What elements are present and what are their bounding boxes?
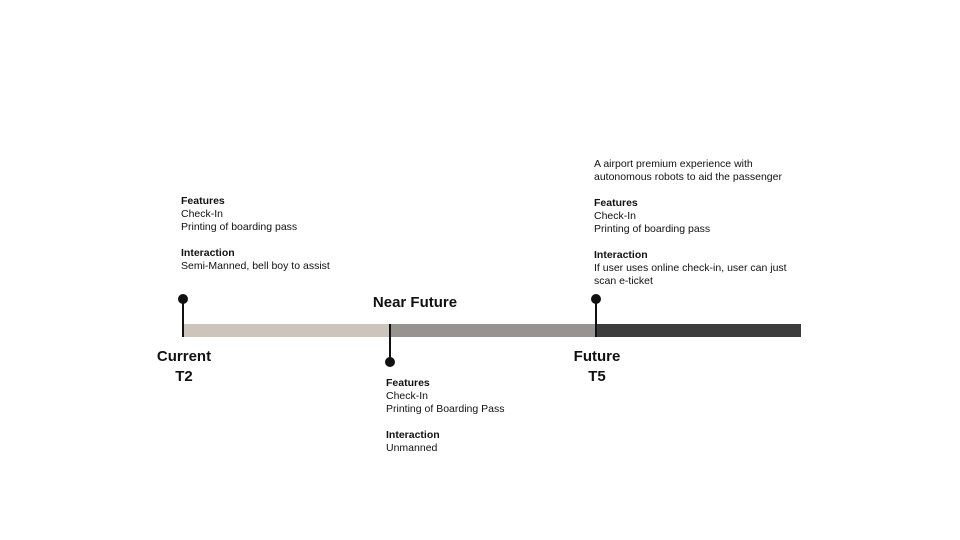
feature-item: Printing of boarding pass (594, 223, 711, 235)
interaction-text-line: If user uses online check-in, user can just (594, 262, 787, 274)
future-description-line: autonomous robots to aid the passenger (594, 171, 782, 183)
timeline-segment-future (595, 324, 801, 337)
interaction-heading: Interaction (386, 429, 440, 441)
near-future-info (386, 377, 586, 455)
feature-item: Check-In (181, 208, 224, 220)
stage-label-current (144, 347, 224, 387)
near-future-marker-dot (385, 357, 395, 367)
current-info (181, 195, 381, 273)
timeline-segment-near-future (390, 324, 596, 337)
feature-item: Check-In (594, 210, 637, 222)
features-heading: Features (386, 377, 430, 389)
feature-item: Printing of boarding pass (181, 221, 298, 233)
stage-code: T5 (588, 368, 606, 385)
features-heading: Features (181, 195, 225, 207)
stage-name: Future (573, 348, 621, 365)
features-heading: Features (594, 197, 638, 209)
feature-item: Printing of Boarding Pass (386, 403, 505, 415)
stage-code: T2 (175, 368, 193, 385)
interaction-text-line: scan e-ticket (594, 275, 653, 287)
future-marker-stem (595, 299, 597, 337)
future-description-line: A airport premium experience with (594, 158, 753, 170)
timeline-segment-current (183, 324, 391, 337)
feature-item: Check-In (386, 390, 429, 402)
future-info (594, 158, 814, 288)
interaction-heading: Interaction (181, 247, 235, 259)
interaction-text: Unmanned (386, 442, 438, 454)
stage-label-near-future (355, 293, 475, 313)
current-marker-stem (182, 299, 184, 337)
interaction-heading: Interaction (594, 249, 648, 261)
stage-name: Near Future (372, 294, 458, 311)
interaction-text: Semi-Manned, bell boy to assist (181, 260, 330, 272)
stage-name: Current (156, 348, 212, 365)
